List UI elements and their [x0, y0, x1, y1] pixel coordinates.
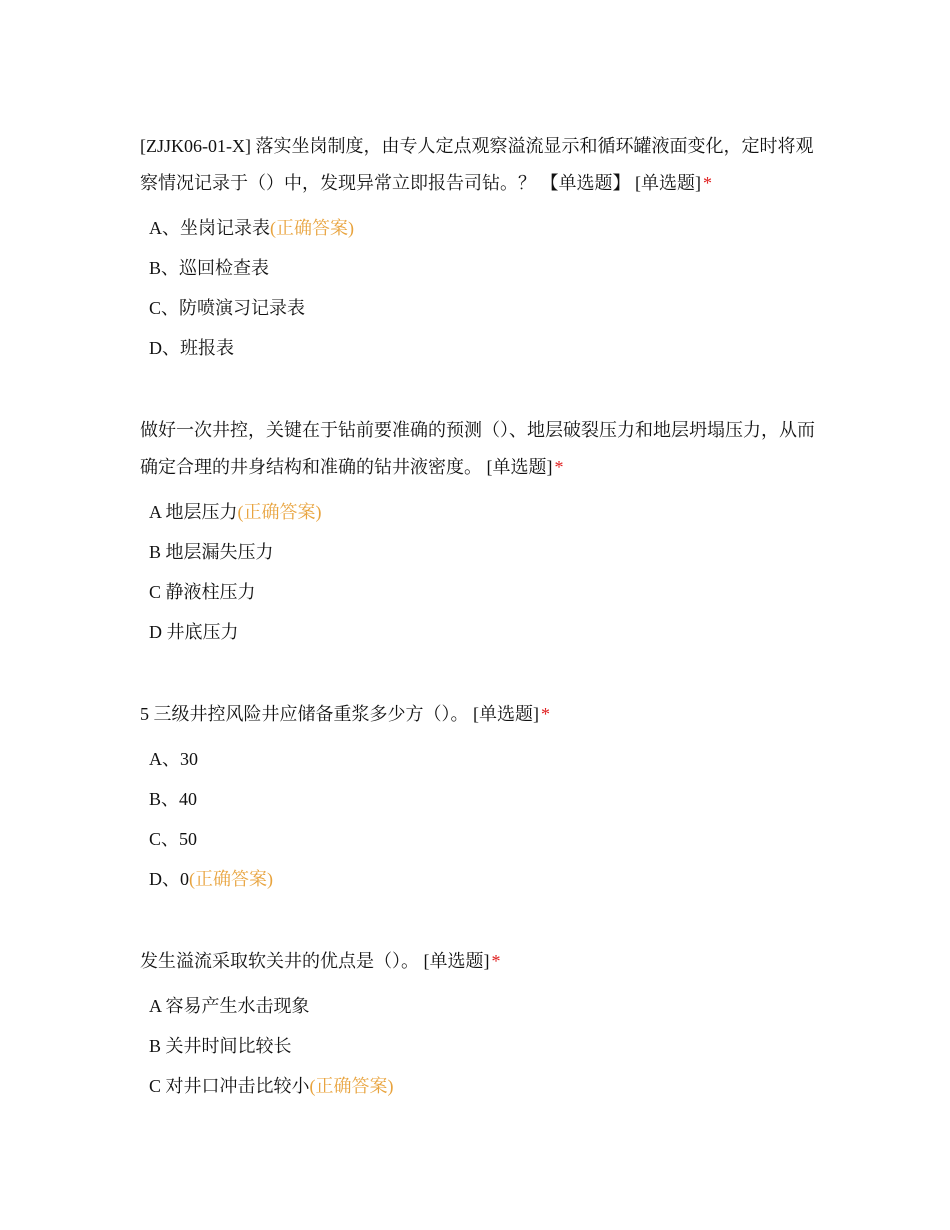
question-type-tag: [单选题] *	[423, 951, 501, 971]
option-c[interactable]	[140, 288, 820, 328]
question-type-tag: [单选题] *	[486, 457, 564, 477]
correct-answer-mark: (正确答案)	[270, 218, 354, 238]
option-label: C、防喷演习记录表	[149, 298, 306, 318]
option-label: A 地层压力	[149, 502, 238, 522]
question-type-tag: [单选题] *	[473, 704, 550, 724]
option-label: A 容易产生水击现象	[149, 996, 310, 1016]
required-mark: *	[703, 173, 712, 193]
option-d[interactable]	[140, 859, 820, 899]
question-stem: 做好一次井控，关键在于钻前要准确的预测（）、地层破裂压力和地层坍塌压力，从而确定合理的井身结构和准确的钻井液密度。	[140, 420, 815, 477]
required-mark: *	[554, 457, 564, 477]
question-text	[140, 128, 820, 202]
question-stem: 发生溢流采取软关井的优点是（）。	[140, 951, 419, 971]
option-d[interactable]	[140, 612, 820, 652]
option-label: D 井底压力	[149, 622, 239, 642]
question-4	[140, 943, 820, 1106]
option-label: A、30	[149, 749, 198, 769]
option-label: B、40	[149, 789, 198, 809]
option-label: D、0	[149, 869, 189, 889]
question-1	[140, 128, 820, 368]
question-3	[140, 696, 820, 899]
option-a[interactable]	[140, 208, 820, 248]
option-label: C、50	[149, 829, 198, 849]
option-b[interactable]	[140, 1026, 820, 1066]
option-c[interactable]	[140, 572, 820, 612]
option-label: D、班报表	[149, 338, 234, 358]
correct-answer-mark: (正确答案)	[237, 502, 322, 522]
required-mark: *	[541, 704, 550, 724]
question-stem: [ZJJK06-01-X] 落实坐岗制度，由专人定点观察溢流显示和循环罐液面变化，定时将观察情况记录于（）中，发现异常立即报告司钻。？ 【单选题】	[140, 136, 814, 193]
option-b[interactable]	[140, 532, 820, 572]
question-type-tag: [单选题] *	[635, 173, 712, 193]
question-text	[140, 412, 820, 486]
option-c[interactable]	[140, 819, 820, 859]
option-label: B 地层漏失压力	[149, 542, 274, 562]
required-mark: *	[491, 951, 501, 971]
correct-answer-mark: (正确答案)	[309, 1076, 394, 1096]
option-label: A、坐岗记录表	[149, 218, 270, 238]
option-label: B、巡回检查表	[149, 258, 270, 278]
correct-answer-mark: (正确答案)	[189, 869, 273, 889]
option-label: C 对井口冲击比较小	[149, 1076, 310, 1096]
survey-page	[140, 128, 820, 1150]
option-label: C 静液柱压力	[149, 582, 256, 602]
option-c[interactable]	[140, 1066, 820, 1106]
option-a[interactable]	[140, 739, 820, 779]
option-b[interactable]	[140, 248, 820, 288]
option-b[interactable]	[140, 779, 820, 819]
option-a[interactable]	[140, 492, 820, 532]
question-text	[140, 943, 820, 980]
question-text	[140, 696, 820, 733]
question-stem: 5 三级井控风险井应储备重浆多少方（）。	[140, 704, 469, 724]
question-2	[140, 412, 820, 652]
option-a[interactable]	[140, 986, 820, 1026]
option-label: B 关井时间比较长	[149, 1036, 292, 1056]
option-d[interactable]	[140, 328, 820, 368]
